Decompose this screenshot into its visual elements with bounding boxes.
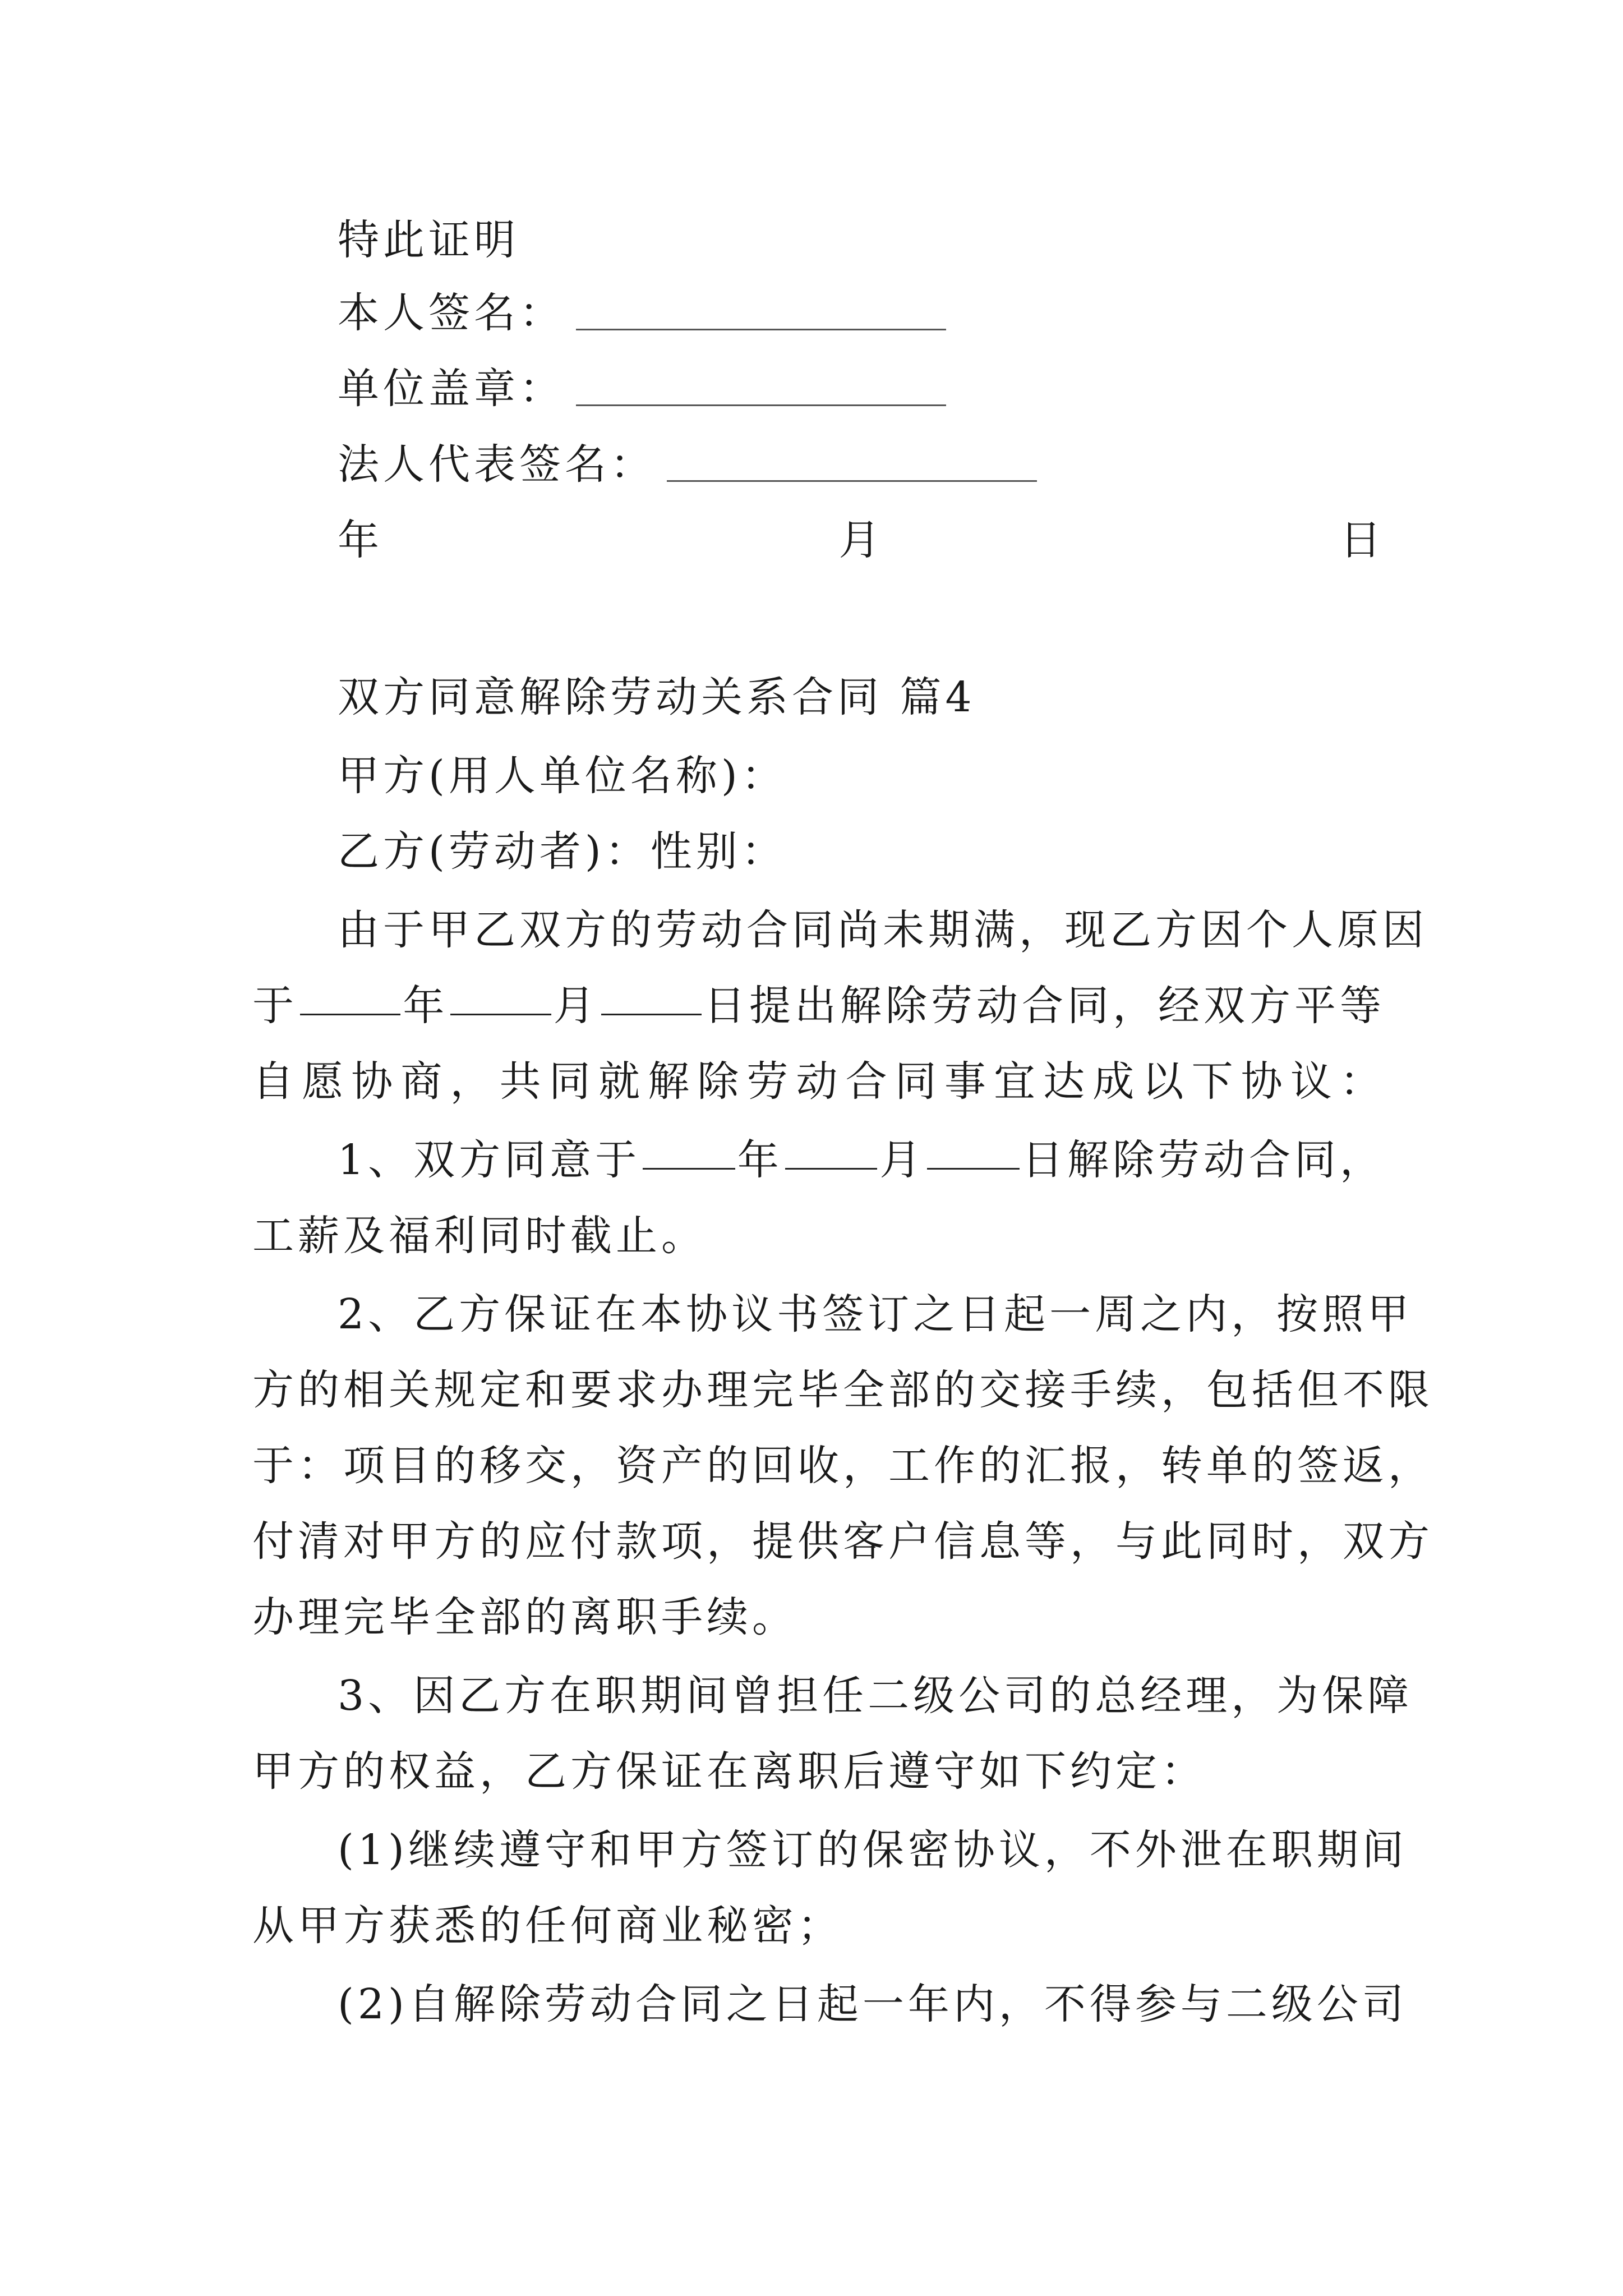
item1-a: 1、双方同意于 xyxy=(338,1136,641,1184)
item2-line-3: 于：项目的移交，资产的回收，工作的汇报，转单的签返， xyxy=(252,1442,1433,1490)
seal-label: 单位盖章： xyxy=(338,365,565,413)
signature-row xyxy=(338,286,1385,340)
item3-line-2: 甲方的权益，乙方保证在离职后遵守如下约定： xyxy=(252,1747,1206,1796)
intro-line-1: 由于甲乙双方的劳动合同尚未期满，现乙方因个人原因 xyxy=(338,906,1428,954)
section-title: 双方同意解除劳动关系合同 篇4 xyxy=(338,673,976,721)
item2-line-1: 2、乙方保证在本协议书签订之日起一周之内，按照甲 xyxy=(338,1290,1413,1338)
intro-line-2 xyxy=(252,979,1385,1033)
intro-month: 月 xyxy=(553,982,599,1030)
sub1-line-2: 从甲方获悉的任何商业秘密； xyxy=(252,1902,843,1950)
date-day: 日 xyxy=(1340,516,1385,564)
item2-line-5: 办理完毕全部的离职手续。 xyxy=(252,1593,797,1641)
intro-line-3: 自愿协商，共同就解除劳动合同事宜达成以下协议： xyxy=(252,1057,1385,1106)
intro-year: 年 xyxy=(403,982,449,1030)
sub2-line-1: (2)自解除劳动合同之日起一年内，不得参与二级公司 xyxy=(338,1980,1408,2028)
item2-line-2: 方的相关规定和要求办理完毕全部的交接手续，包括但不限 xyxy=(252,1366,1433,1414)
day-blank xyxy=(601,974,702,1015)
item1-line-1 xyxy=(338,1133,1385,1187)
item1-line-2: 工薪及福利同时截止。 xyxy=(252,1212,707,1260)
seal-row xyxy=(338,362,1385,416)
party-b: 乙方(劳动者)：性别： xyxy=(338,827,787,876)
legal-rep-label: 法人代表签名： xyxy=(338,440,656,489)
legal-rep-row xyxy=(338,438,1385,491)
intro-yu: 于 xyxy=(252,982,298,1030)
item2-line-4: 付清对甲方的应付款项，提供客户信息等，与此同时，双方 xyxy=(252,1517,1433,1566)
item1-month-blank xyxy=(785,1129,878,1170)
signature-label: 本人签名： xyxy=(338,289,565,337)
item1-year-blank xyxy=(643,1129,735,1170)
date-year: 年 xyxy=(338,516,383,564)
party-a: 甲方(用人单位名称)： xyxy=(338,752,787,800)
item1-year: 年 xyxy=(737,1136,783,1184)
legal-rep-line xyxy=(667,478,1037,482)
date-month: 月 xyxy=(838,516,884,564)
item1-d: 日解除劳动合同， xyxy=(1022,1136,1386,1184)
sub1-line-1: (1)继续遵守和甲方签订的保密协议，不外泄在职期间 xyxy=(338,1826,1408,1874)
item1-day-blank xyxy=(927,1129,1020,1170)
certify-text: 特此证明 xyxy=(338,216,519,264)
date-row xyxy=(338,513,1385,567)
intro-rest: 日提出解除劳动合同，经双方平等 xyxy=(703,982,1385,1030)
signature-line xyxy=(576,326,946,330)
item3-line-1: 3、因乙方在职期间曾担任二级公司的总经理，为保障 xyxy=(338,1672,1413,1720)
item1-month: 月 xyxy=(879,1136,925,1184)
month-blank xyxy=(450,974,551,1015)
year-blank xyxy=(300,974,400,1015)
seal-line xyxy=(576,402,946,406)
